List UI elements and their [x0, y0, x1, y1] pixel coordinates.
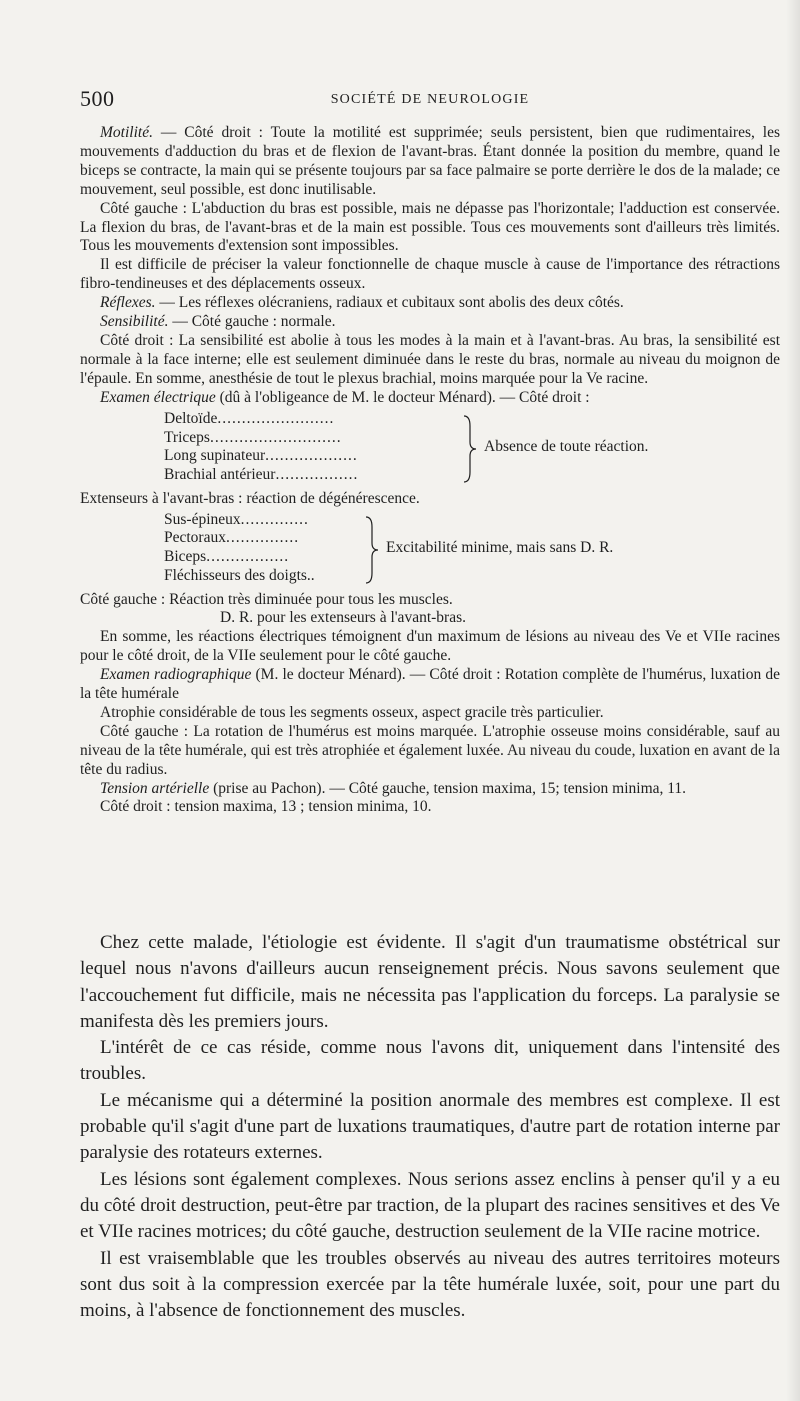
- cote-droit-sensibilite: Côté droit : La sensibilité est abolie à tous les modes à la main et à l'avant-bras. Au bras, la sensibilité est normale à la face interne; elle est seulement diminuée dans le reste du bras, normale au niveau du moignon de l'épaule. En somme, anesthésie de tout le plexus brachial, moins marquée pour la Ve racine.: [80, 331, 780, 387]
- examen-radio-paragraph: [80, 666, 780, 704]
- motilite-label: Motilité.: [100, 124, 153, 141]
- discussion-paragraph: L'intérêt de ce cas réside, comme nous l'avons dit, uniquement dans l'intensité des troubles.: [80, 1037, 780, 1085]
- atrophie-paragraph: Atrophie considérable de tous les segments osseux, aspect gracile très particulier.: [100, 703, 604, 721]
- motilite-text: — Côté droit : Toute la motilité est supprimée; seuls persistent, bien que rudimentaires, les mouvements d'adduction du bras et de flexion de l'avant-bras. Étant donnée la position du membre, quand le biceps se contracte, la main qui se présente toujours par sa face palmaire se porte derrière le dos de la malade; ce mouvement, seul possible, est donc inutilisable.: [80, 124, 780, 198]
- discussion: [80, 930, 780, 1324]
- leader-dots: .................: [206, 548, 290, 566]
- sensibilite-text: — Côté gauche : normale.: [168, 313, 336, 331]
- clinical-notes: [80, 124, 780, 817]
- extenseurs-line: Extenseurs à l'avant-bras : réaction de dégénérescence.: [80, 489, 420, 507]
- dr-extenseurs-line: D. R. pour les extenseurs à l'avant-bras.: [220, 609, 466, 627]
- discussion-paragraph: Le mécanisme qui a déterminé la position anormale des membres est complexe. Il est probable qu'il s'agit d'une part de luxations traumatiques, d'autre part de rotation interne par paralysie des rotateurs externes.: [80, 1089, 780, 1164]
- muscle-name: Pectoraux: [164, 529, 226, 547]
- examen-radio-label: Examen radiographique: [100, 666, 252, 684]
- tension-droit-line: Côté droit : tension maxima, 13 ; tension minima, 10.: [100, 798, 432, 816]
- muscle-name: Deltoïde: [164, 409, 218, 427]
- leader-dots: ...............: [225, 529, 300, 547]
- motilite-paragraph: [80, 124, 780, 200]
- leader-dots: .................: [275, 466, 359, 484]
- brace-icon: [364, 515, 380, 585]
- leader-dots: ..............: [240, 510, 309, 528]
- muscle-table-1: [164, 410, 780, 488]
- tension-paragraph: [80, 780, 780, 799]
- sensibilite-label: Sensibilité.: [100, 313, 169, 331]
- examen-electrique-label: Examen électrique: [100, 388, 216, 406]
- cote-gauche-motilite: Côté gauche : L'abduction du bras est possible, mais ne dépasse pas l'horizontale; l'adduction est conservée. La flexion du bras, de l'avant-bras et de la main est possible. Tous ces mouvements sont d'ailleurs très limités. Tous les mouvements d'extension sont impossibles.: [80, 199, 780, 255]
- leader-dots: ...........................: [209, 428, 342, 446]
- muscle-row: [164, 567, 780, 586]
- cote-gauche-radio: Côté gauche : La rotation de l'humérus est moins marquée. L'atrophie osseuse moins considérable, sauf au niveau de la tête humérale, qui est très atrophiée et également luxée. Au niveau du coude, luxation en avant de la tête du radius.: [80, 722, 780, 778]
- muscle-name: Brachial antérieur: [164, 466, 276, 484]
- page-number: 500: [80, 86, 115, 111]
- discussion-paragraph: Les lésions sont également complexes. Nous serions assez enclins à penser qu'il y a eu du côté droit destruction, peut-être par traction, de la plupart des racines sensitives et des Ve et VIIe racines motrices; du côté gauche, destruction seulement de la VIIe racine motrice.: [80, 1168, 780, 1243]
- tension-text: (prise au Pachon). — Côté gauche, tension maxima, 15; tension minima, 11.: [209, 779, 687, 797]
- muscle-name: Long supinateur: [164, 447, 266, 465]
- leader-dots: ........................: [217, 409, 335, 427]
- examen-radio-text: (M. le docteur Ménard). — Côté droit : Rotation complète de l'humérus, luxation de la tête humérale: [80, 666, 780, 703]
- discussion-paragraph: Chez cette malade, l'étiologie est évidente. Il s'agit d'un traumatisme obstétrical sur lequel nous n'avons d'ailleurs aucun renseignement précis. Nous savons seulement que l'accouchement fut difficile, mais ne nécessita pas l'application du forceps. La paralysie se manifesta dès les premiers jours.: [80, 932, 780, 1032]
- reflexes-text: — Les réflexes olécraniens, radiaux et cubitaux sont abolis des deux côtés.: [155, 294, 624, 312]
- leader-dots: ...................: [265, 447, 358, 465]
- difficile-paragraph: Il est difficile de préciser la valeur fonctionnelle de chaque muscle à cause de l'importance des rétractions fibro-tendineuses et des déplacements osseux.: [80, 256, 780, 293]
- table2-result: Excitabilité minime, mais sans D. R.: [386, 538, 614, 556]
- running-title: SOCIÉTÉ DE NEUROLOGIE: [330, 92, 530, 107]
- muscle-name: Biceps: [164, 548, 207, 566]
- reflexes-paragraph: [80, 294, 780, 313]
- table1-result: Absence de toute réaction.: [484, 437, 649, 455]
- sensibilite-paragraph: [80, 313, 780, 332]
- tension-label: Tension artérielle: [100, 779, 210, 797]
- scan-edge-shadow: [786, 0, 800, 1401]
- reflexes-label: Réflexes.: [100, 294, 156, 312]
- muscle-row: [164, 511, 780, 530]
- muscle-name: Sus-épineux: [164, 510, 241, 528]
- muscle-name: Triceps: [164, 428, 210, 446]
- examen-electrique-text: (dû à l'obligeance de M. le docteur Ménard). — Côté droit :: [215, 388, 590, 406]
- cote-gauche-electrique: Côté gauche : Réaction très diminuée pour tous les muscles.: [80, 590, 453, 608]
- muscle-name: Fléchisseurs des doigts..: [164, 567, 315, 585]
- examen-electrique-paragraph: [80, 389, 780, 408]
- discussion-paragraph: Il est vraisemblable que les troubles observés au niveau des autres territoires moteurs sont dus soit à la compression exercée par la tête humérale luxée, soit, pour une part du moins, à l'absence de fonctionnement des muscles.: [80, 1247, 780, 1322]
- muscle-table-2: [164, 511, 780, 589]
- brace-icon: [462, 414, 478, 484]
- en-somme-paragraph: En somme, les réactions électriques témoignent d'un maximum de lésions au niveau des Ve et VIIe racines pour le côté droit, de la VIIe seulement pour le côté gauche.: [80, 628, 780, 665]
- page-header: [80, 86, 780, 116]
